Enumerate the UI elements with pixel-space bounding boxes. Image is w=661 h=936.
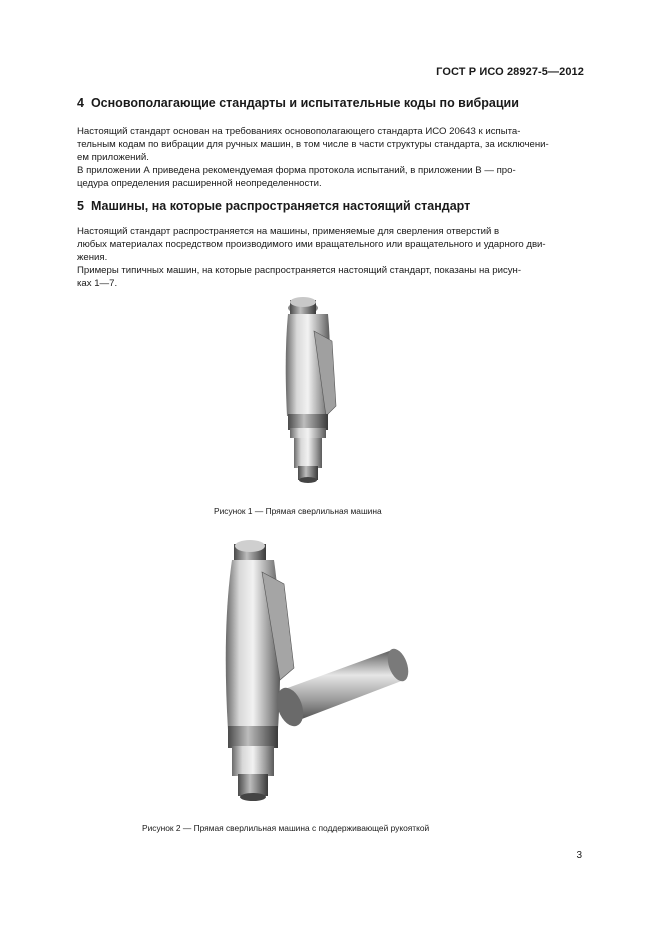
section-5-line-5: ках 1—7.: [77, 278, 118, 289]
section-4-body: [77, 125, 584, 190]
section-4-line-1: Настоящий стандарт основан на требованиях основополагающего стандарта ИСО 20643 к испыта-: [77, 126, 521, 137]
section-4-heading: [77, 96, 519, 110]
section-5-line-1: Настоящий стандарт распространяется на машины, применяемые для сверления отверстий в: [77, 226, 500, 237]
section-4-number: 4: [77, 96, 84, 110]
section-5-heading: [77, 199, 470, 213]
section-5-title: Машины, на которые распространяется настоящий стандарт: [90, 199, 471, 213]
section-4-line-3: ем приложений.: [77, 152, 149, 163]
section-5-line-3: жения.: [77, 252, 108, 263]
section-4-line-5: цедура определения расширенной неопределенности.: [77, 178, 322, 189]
section-4-line-4: В приложении А приведена рекомендуемая форма протокола испытаний, в приложении В — про-: [77, 165, 516, 176]
figure-1-drill-illustration: [270, 296, 360, 488]
page-number: 3: [576, 850, 582, 861]
section-5-line-4: Примеры типичных машин, на которые распространяется настоящий стандарт, показаны на рисун-: [77, 265, 522, 276]
drill-body: [286, 297, 336, 483]
figure-2-caption: Рисунок 2 — Прямая сверлильная машина с поддерживающей рукояткой: [142, 823, 430, 833]
figure-1-caption: Рисунок 1 — Прямая сверлильная машина: [214, 506, 382, 516]
section-5-number: 5: [77, 199, 84, 213]
standard-header: ГОСТ Р ИСО 28927-5—2012: [436, 66, 584, 78]
section-5-body: [77, 225, 584, 290]
section-4-title: Основополагающие стандарты и испытательные коды по вибрации: [90, 96, 519, 110]
figure-2-drill-illustration: [212, 540, 414, 808]
section-5-line-2: любых материалах посредством производимого ими вращательного или вращательного и ударного дви-: [77, 239, 546, 250]
drill-nose: [228, 726, 278, 801]
section-4-line-2: тельным кодам по вибрации для ручных машин, в том числе в части структуры стандарта, за исключени-: [77, 139, 549, 150]
